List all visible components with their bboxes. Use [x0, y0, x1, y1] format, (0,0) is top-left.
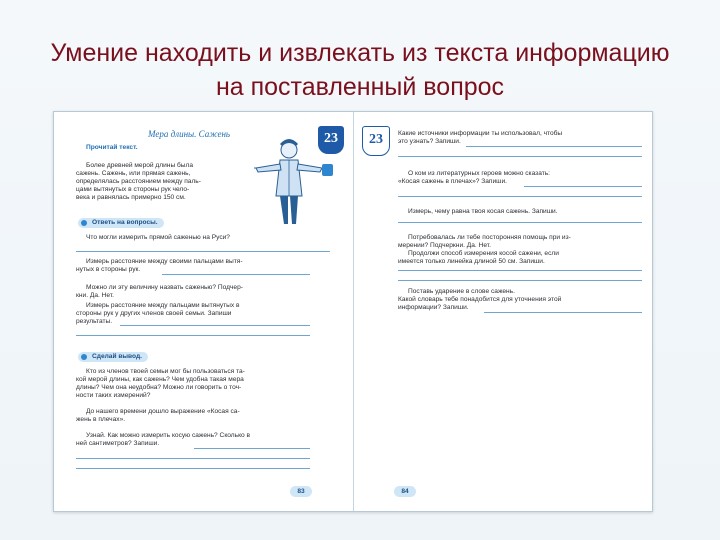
- question-line: «Косая сажень в плечах»? Запиши.: [398, 178, 507, 185]
- question-line: мерении? Подчеркни. Да. Нет.: [398, 242, 491, 249]
- answer-line: [398, 196, 642, 197]
- question-line: имеется только линейка длиной 50 см. Запиши.: [398, 258, 545, 265]
- task-line: информации? Запиши.: [398, 304, 469, 311]
- task-line: ней сантиметров? Запиши.: [76, 440, 160, 447]
- textbook-spread: [53, 111, 653, 512]
- question-line: длины? Чем она неудобна? Можно ли говорить о точ-: [76, 384, 242, 391]
- page-number: 83: [290, 486, 312, 497]
- page-number: 84: [394, 486, 416, 497]
- task-line: Измерь расстояние между своими пальцами вытя-: [86, 258, 243, 265]
- task-line: Какой словарь тебе понадобится для уточнения этой: [398, 296, 562, 303]
- answer-line: [76, 458, 310, 459]
- paragraph-line: цами вытянутых в стороны рук чело-: [76, 186, 190, 193]
- question-line: Продолжи способ измерения косой сажени, если: [408, 250, 559, 257]
- book-tag-icon: [322, 164, 333, 176]
- question-line: Какие источники информации ты использовал, чтобы: [398, 130, 563, 137]
- question-line: кой мерой длины, как сажень? Чем удобна такая мера: [76, 376, 244, 383]
- answer-line: [484, 312, 642, 313]
- task-line: стороны рук у других членов своей семьи. Запиши: [76, 310, 232, 317]
- answer-line: [524, 186, 642, 187]
- paragraph-line: определялась расстоянием между паль-: [76, 178, 201, 185]
- answer-line: [194, 448, 310, 449]
- bullet-icon: [81, 220, 87, 226]
- task-line: результаты.: [76, 318, 113, 325]
- answer-line: [398, 270, 642, 271]
- bullet-icon: [81, 354, 87, 360]
- answer-questions-pill: [78, 218, 164, 228]
- task-line: Узнай. Как можно измерить косую сажень? Сколько в: [86, 432, 251, 439]
- slide-title: [0, 36, 720, 104]
- answer-line: [76, 335, 310, 336]
- task-line: Измерь расстояние между пальцами вытянутых в: [86, 302, 240, 309]
- question-line: ности таких измерений?: [76, 392, 151, 399]
- answer-line: [76, 251, 330, 252]
- lesson-number-badge: 23: [362, 126, 390, 156]
- question-line: Кто из членов твоей семьи мог бы пользоваться та-: [86, 368, 245, 375]
- slide-title-line-2: на поставленный вопрос: [215, 73, 505, 101]
- answer-questions-label: Ответь на вопросы.: [92, 219, 158, 226]
- lesson-header: Мера длины. Сажень: [148, 129, 231, 139]
- answer-line: [120, 325, 310, 326]
- question-line: До нашего времени дошло выражение «Косая са-: [86, 408, 240, 415]
- read-instruction: Прочитай текст.: [86, 144, 138, 151]
- answer-line: [398, 156, 642, 157]
- task-line: Поставь ударение в слове сажень.: [408, 288, 515, 295]
- make-conclusion-pill: [78, 352, 148, 362]
- paragraph-line: века и равнялась примерно 150 см.: [76, 194, 186, 201]
- task-line: Измерь, чему равна твоя косая сажень. Запиши.: [408, 208, 558, 215]
- answer-line: [398, 222, 642, 223]
- question-line: жень в плечах».: [76, 416, 126, 423]
- answer-line: [76, 468, 310, 469]
- task-line: нутых в стороны рук.: [76, 266, 141, 273]
- question-line: кни. Да. Нет.: [76, 292, 115, 299]
- question-line: Потребовалась ли тебе посторонняя помощь при из-: [408, 234, 571, 241]
- answer-line: [398, 280, 642, 281]
- answer-line: [162, 274, 310, 275]
- make-conclusion-label: Сделай вывод.: [92, 353, 142, 360]
- question-line: О ком из литературных героев можно сказать:: [408, 170, 551, 177]
- question-line: это узнать? Запиши.: [398, 138, 461, 145]
- question-line: Что могли измерить прямой саженью на Руси?: [86, 234, 230, 241]
- right-page: [354, 112, 652, 511]
- left-page: [54, 112, 353, 511]
- paragraph-line: сажень. Сажень, или прямая сажень,: [76, 170, 191, 177]
- question-line: Можно ли эту величину назвать саженью? Подчер-: [86, 284, 243, 291]
- lesson-number-badge: 23: [318, 126, 344, 154]
- man-measuring-figure: [250, 134, 328, 232]
- paragraph-line: Более древней мерой длины была: [86, 162, 194, 169]
- slide-title-line-1: Умение находить и извлекать из текста информацию: [50, 39, 670, 67]
- answer-line: [466, 146, 642, 147]
